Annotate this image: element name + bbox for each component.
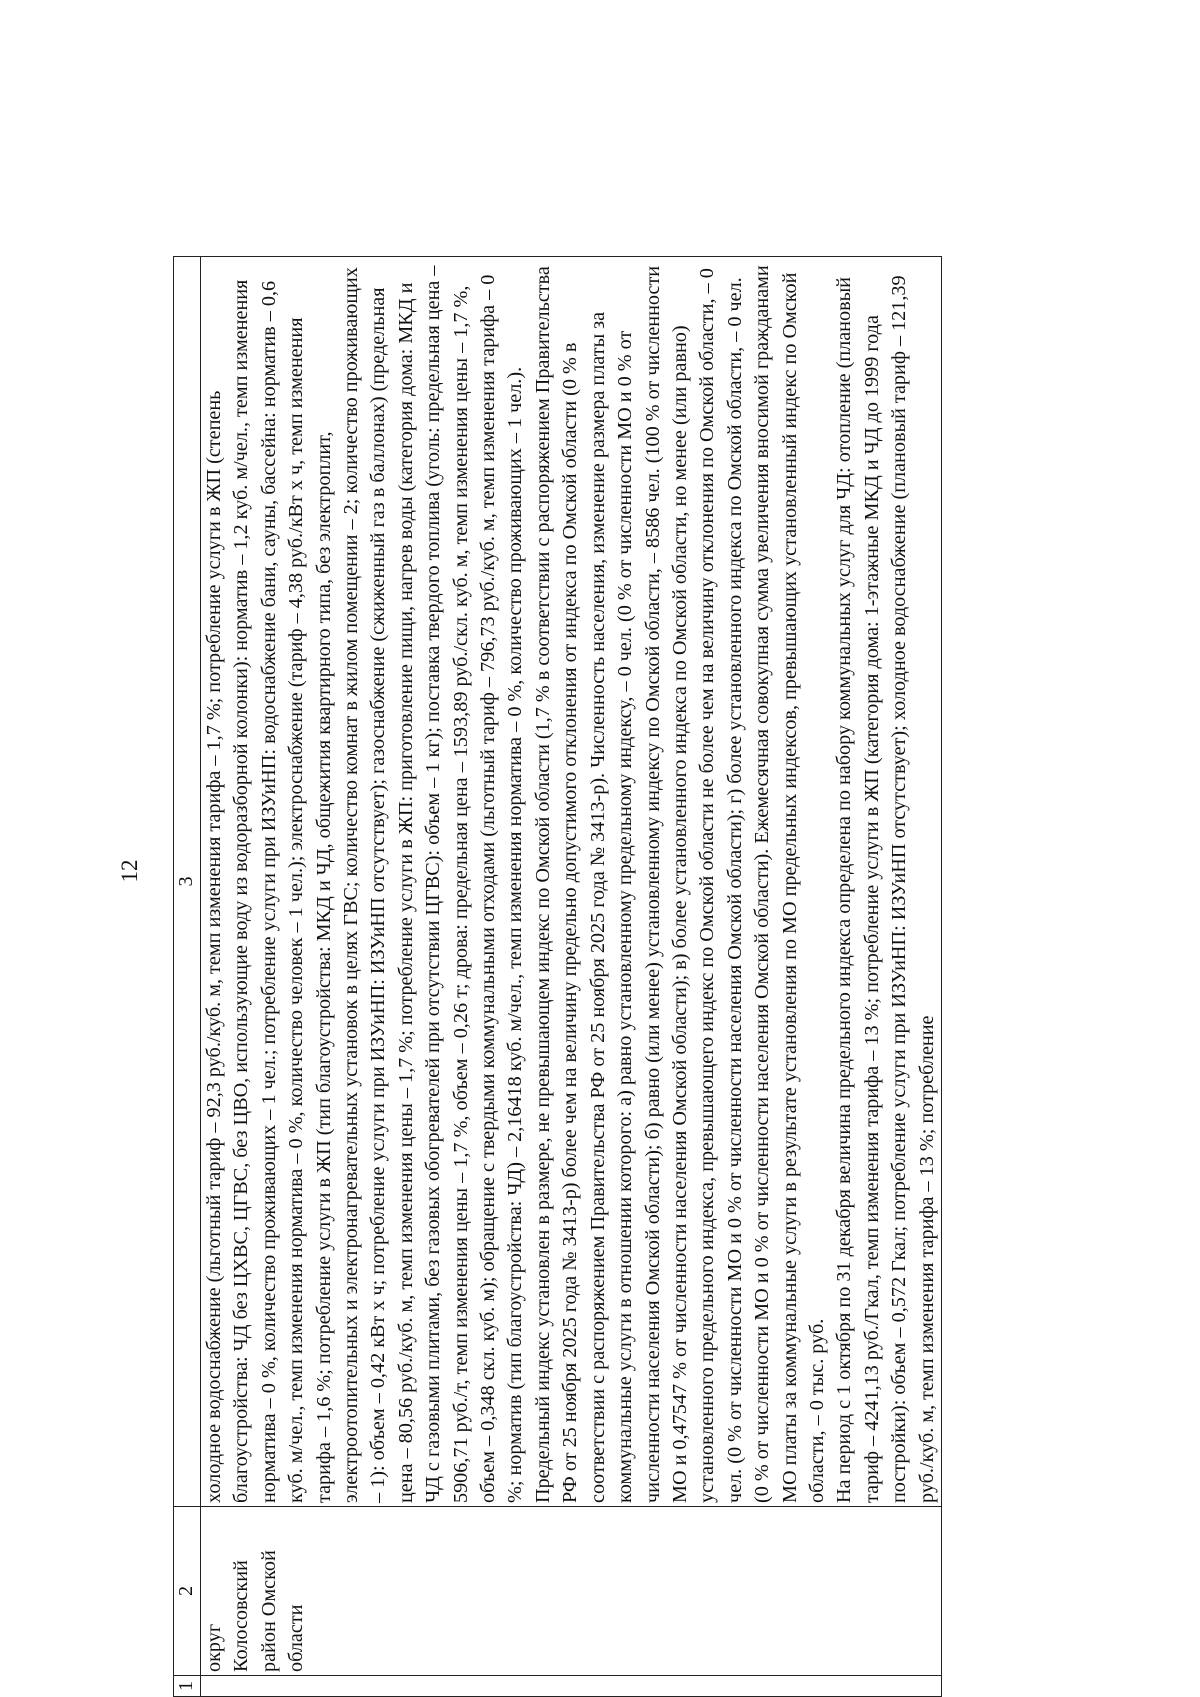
paragraph-2: На период с 1 октября по 31 декабря величина предельного индекса определена по набору коммунальных услуг для ЧД: отопление (плановый тариф – 4241,13 руб./Гкал, темп изменения тарифа – 13 %; потребление услуги в ЖП (категория дома: 1-этажные МКД и ЧД до 1999 года постройки): объем – 0,572 Гкал; потребление услуги при ИЗУиНП: ИЗУиНП отсутствует); холодное водоснабжение (плановый тариф – 121,39 руб./куб. м, темп изменения тарифа – 13 %; потребление xyxy=(833,275,938,1503)
cell-description xyxy=(201,257,942,1507)
table-header-row xyxy=(174,257,201,1697)
data-table xyxy=(173,256,942,1697)
column-header-2: 2 xyxy=(174,1507,201,1676)
column-header-3: 3 xyxy=(174,257,201,1507)
page-number: 12 xyxy=(117,859,142,883)
cell-row-number xyxy=(201,1676,942,1697)
cell-municipality: округ Колосовский район Омской области xyxy=(201,1507,942,1676)
paragraph-1: холодное водоснабжение (льготный тариф – 92,3 руб./куб. м, темп изменения тарифа – 1,7 %; потребление услуги в ЖП (степень благоустройства: ЧД без ЦХВС, ЦГВС, без ЦВО, использующие воду из водоразборной колонки): норматив – 1,2 куб. м/чел., темп изменения норматива – 0 %, количество проживающих – 1 чел.; потребление услуги при ИЗУиНП: водоснабжение бани, сауны, бассейна: норматив – 0,6 куб. м/чел., темп изменения норматива – 0 %, количество человек – 1 чел.); электроснабжение (тариф – 4,38 руб./кВт х ч, темп изменения тарифа – 1,6 %; потребление услуги в ЖП (тип благоустройства: МКД и ЧД, общежития квартирного типа, без электроплит, электроотопительных и электронагревательных установок в целях ГВС; количество комнат в жилом помещении – 2; количество проживающих – 1): объем – 0,42 кВт х ч; потребление услуги при ИЗУиНП: ИЗУиНП отсутствует); газоснабжение (сжиженный газ в баллонах) (предельная цена – 80,56 руб./куб. м, темп изменения цены – 1,7 %; потребление услуги в ЖП: приготовление пищи, нагрев воды (категория дома: МКД и ЧД с газовыми плитами, без газовых обогревателей при отсутствии ЦГВС): объем – 1 кг); поставка твердого топлива (уголь: предельная цена – 5906,71 руб./т, темп изменения цены – 1,7 %, объем – 0,26 т; дрова: предельная цена – 1593,89 руб./скл. куб. м, темп изменения цены – 1,7 %, объем – 0,348 скл. куб. м); обращение с твердыми коммунальными отходами (льготный тариф – 796,73 руб./куб. м, темп изменения тарифа – 0 %; норматив (тип благоустройства: ЧД) – 2,16418 куб. м/чел., темп изменения норматива – 0 %, количество проживающих – 1 чел.). Предельный индекс установлен в размере, не превышающем индекс по Омской области (1,7 % в соответствии с распоряжением Правительства РФ от 25 ноября 2025 года № 3413-р) более чем на величину предельно допустимого отклонения от индекса по Омской области (0 % в соответствии с распоряжением Правительства РФ от 25 ноября 2025 года № 3413-р). Численность населения, изменение размера платы за коммунальные услуги в отношении которого: а) равно установленному предельному индексу, – 0 чел. (0 % от численности МО и 0 % от численности населения Омской области); б) равно (или менее) установленному индексу по Омской области, – 8586 чел. (100 % от численности МО и 0,47547 % от численности населения Омской области); в) более установленного индекса по Омской области, но менее (или равно) установленного предельного индекса, превышающего индекс по Омской области не более чем на величину отклонения по Омской области, – 0 чел. (0 % от численности МО и 0 % от численности населения Омской области); г) более установленного индекса по Омской области, – 0 чел. (0 % от численности МО и 0 % от численности населения Омской области). Ежемесячная совокупная сумма увеличения вносимой гражданами МО платы за коммунальные услуги в результате установления по МО предельных индексов, превышающих установленный индекс по Омской области, – 0 тыс. руб. xyxy=(203,265,828,1503)
column-header-1: 1 xyxy=(174,1676,201,1697)
table-row xyxy=(201,257,942,1697)
